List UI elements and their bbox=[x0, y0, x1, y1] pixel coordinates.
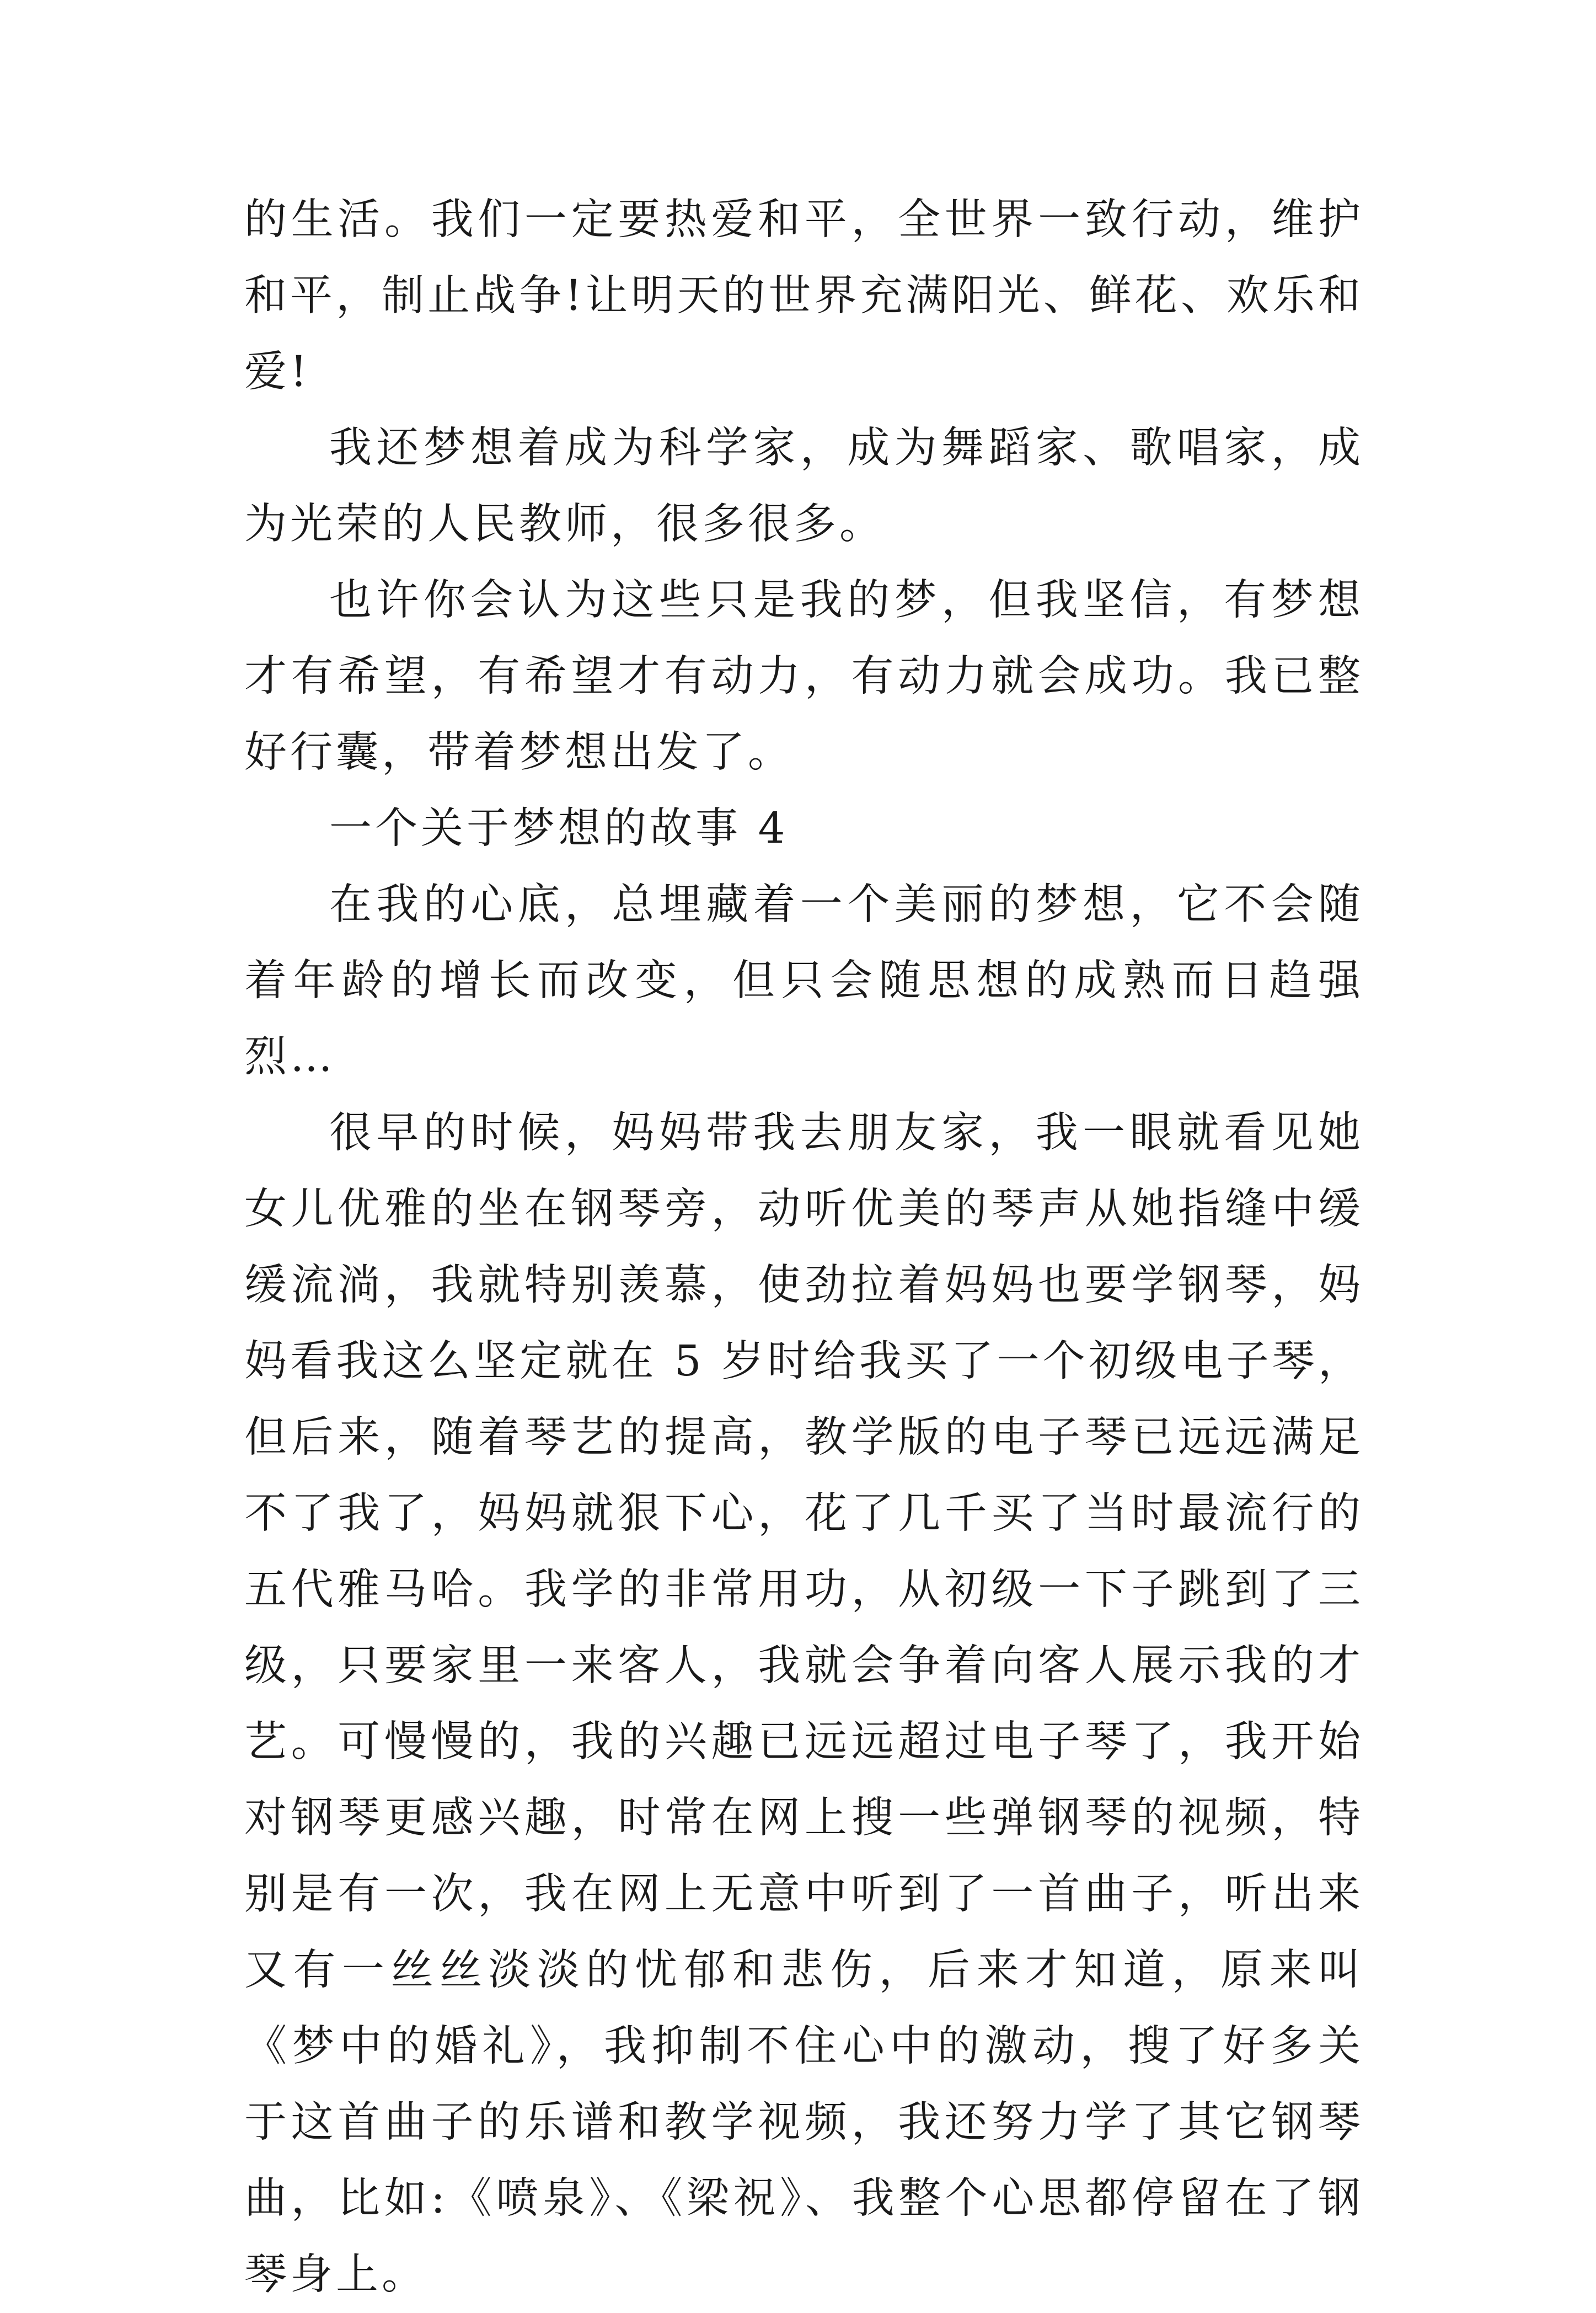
paragraph-heart-dream: 在我的心底，总埋藏着一个美丽的梦想，它不会随着年龄的增长而改变，但只会随思想的成熟而日趋强烈… bbox=[244, 880, 1364, 1081]
paragraph-dream-belief: 也许你会认为这些只是我的梦，但我坚信，有梦想才有希望，有希望才有动力，有动力就会成功。我已整好行囊，带着梦想出发了。 bbox=[244, 576, 1364, 777]
paragraph-war-peace: 的生活。我们一定要热爱和平，全世界一致行动，维护和平，制止战争!让明天的世界充满阳光、鲜花、欢乐和爱! bbox=[244, 195, 1364, 397]
paragraph-dream-careers: 我还梦想着成为科学家，成为舞蹈家、歌唱家，成为光荣的人民教师，很多很多。 bbox=[244, 424, 1364, 549]
paragraph-piano-story: 很早的时候，妈妈带我去朋友家，我一眼就看见她女儿优雅的坐在钢琴旁，动听优美的琴声从她指缝中缓缓流淌，我就特别羡慕，使劲拉着妈妈也要学钢琴，妈妈看我这么坚定就在 5 岁时给我买了一个初级电子琴，但后来，随着琴艺的提高，教学版的电子琴已远远满足不了我了，妈妈就狠下心，花了几千买了当时最流行的五代雅马哈。我学的非常用功，从初级一下子跳到了三级，只要家里一来客人，我就会争着向客人展示我的才艺。可慢慢的，我的兴趣已远远超过电子琴了，我开始对钢琴更感兴趣，时常在网上搜一些弹钢琴的视频，特别是有一次，我在网上无意中听到了一首曲子，听出来又有一丝丝淡淡的忧郁和悲伤，后来才知道，原来叫《梦中的婚礼》，我抑制不住心中的激动，搜了好多关于这首曲子的乐谱和教学视频，我还努力学了其它钢琴曲，比如:《喷泉》、《梁祝》、我整个心思都停留在了钢琴身上。 bbox=[244, 1109, 1364, 2299]
document-body bbox=[244, 182, 1364, 2313]
section-heading-story-4: 一个关于梦想的故事 4 bbox=[329, 804, 789, 853]
